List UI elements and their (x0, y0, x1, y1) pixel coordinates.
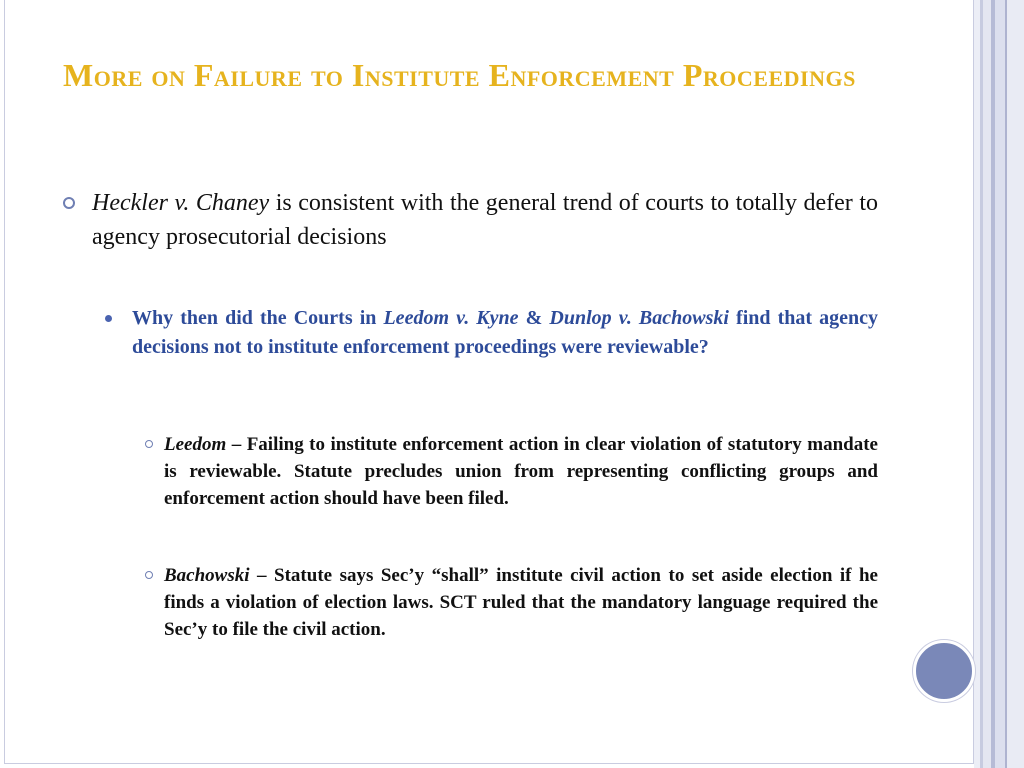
small-ring-bullet-icon (145, 440, 153, 448)
bullet-text: & (518, 307, 550, 329)
case-name: Leedom (164, 434, 227, 455)
stripe (1007, 0, 1024, 768)
decorative-side-stripes (974, 0, 1024, 768)
case-name: Bachowski (164, 565, 250, 586)
ring-bullet-icon (63, 197, 75, 209)
case-name: Leedom v. Kyne (383, 307, 519, 329)
bullet-text: find that agency decisions not to institute enforcement proceedings were reviewable? (132, 307, 878, 358)
bullet-text: is consistent with the general trend of courts to totally defer to agency prosecutorial decisions (92, 190, 878, 250)
bullet-level3-text (164, 562, 878, 643)
bullet-level3-text (164, 431, 878, 512)
bullet-level2-text (132, 304, 878, 362)
slide-title: More on Failure to Institute Enforcement Proceedings (63, 57, 856, 93)
small-ring-bullet-icon (145, 571, 153, 579)
bullet-text: Why then did the Courts in (132, 307, 384, 329)
bullet-level2 (105, 304, 878, 362)
stripe (983, 0, 991, 768)
bullet-level1-text (92, 186, 878, 254)
bullet-level3-leedom (145, 431, 878, 512)
stripe (995, 0, 1005, 768)
bullet-text: – Failing to institute enforcement action in clear violation of statutory mandate is reviewable. Statute precludes union from representing conflicting groups and enforcement action should have been filed. (164, 434, 878, 509)
bullet-level3-bachowski (145, 562, 878, 643)
case-name: Dunlop v. Bachowski (549, 307, 729, 329)
case-name: Heckler v. Chaney (92, 190, 270, 216)
dot-bullet-icon (105, 315, 112, 322)
bullet-level1 (63, 186, 878, 254)
bullet-text: – Statute says Sec’y “shall” institute civil action to set aside election if he finds a violation of election laws. SCT ruled that the mandatory language required the Sec’y to file the civil action. (164, 565, 878, 640)
decorative-circle (913, 640, 975, 702)
slide-frame (4, 0, 974, 764)
